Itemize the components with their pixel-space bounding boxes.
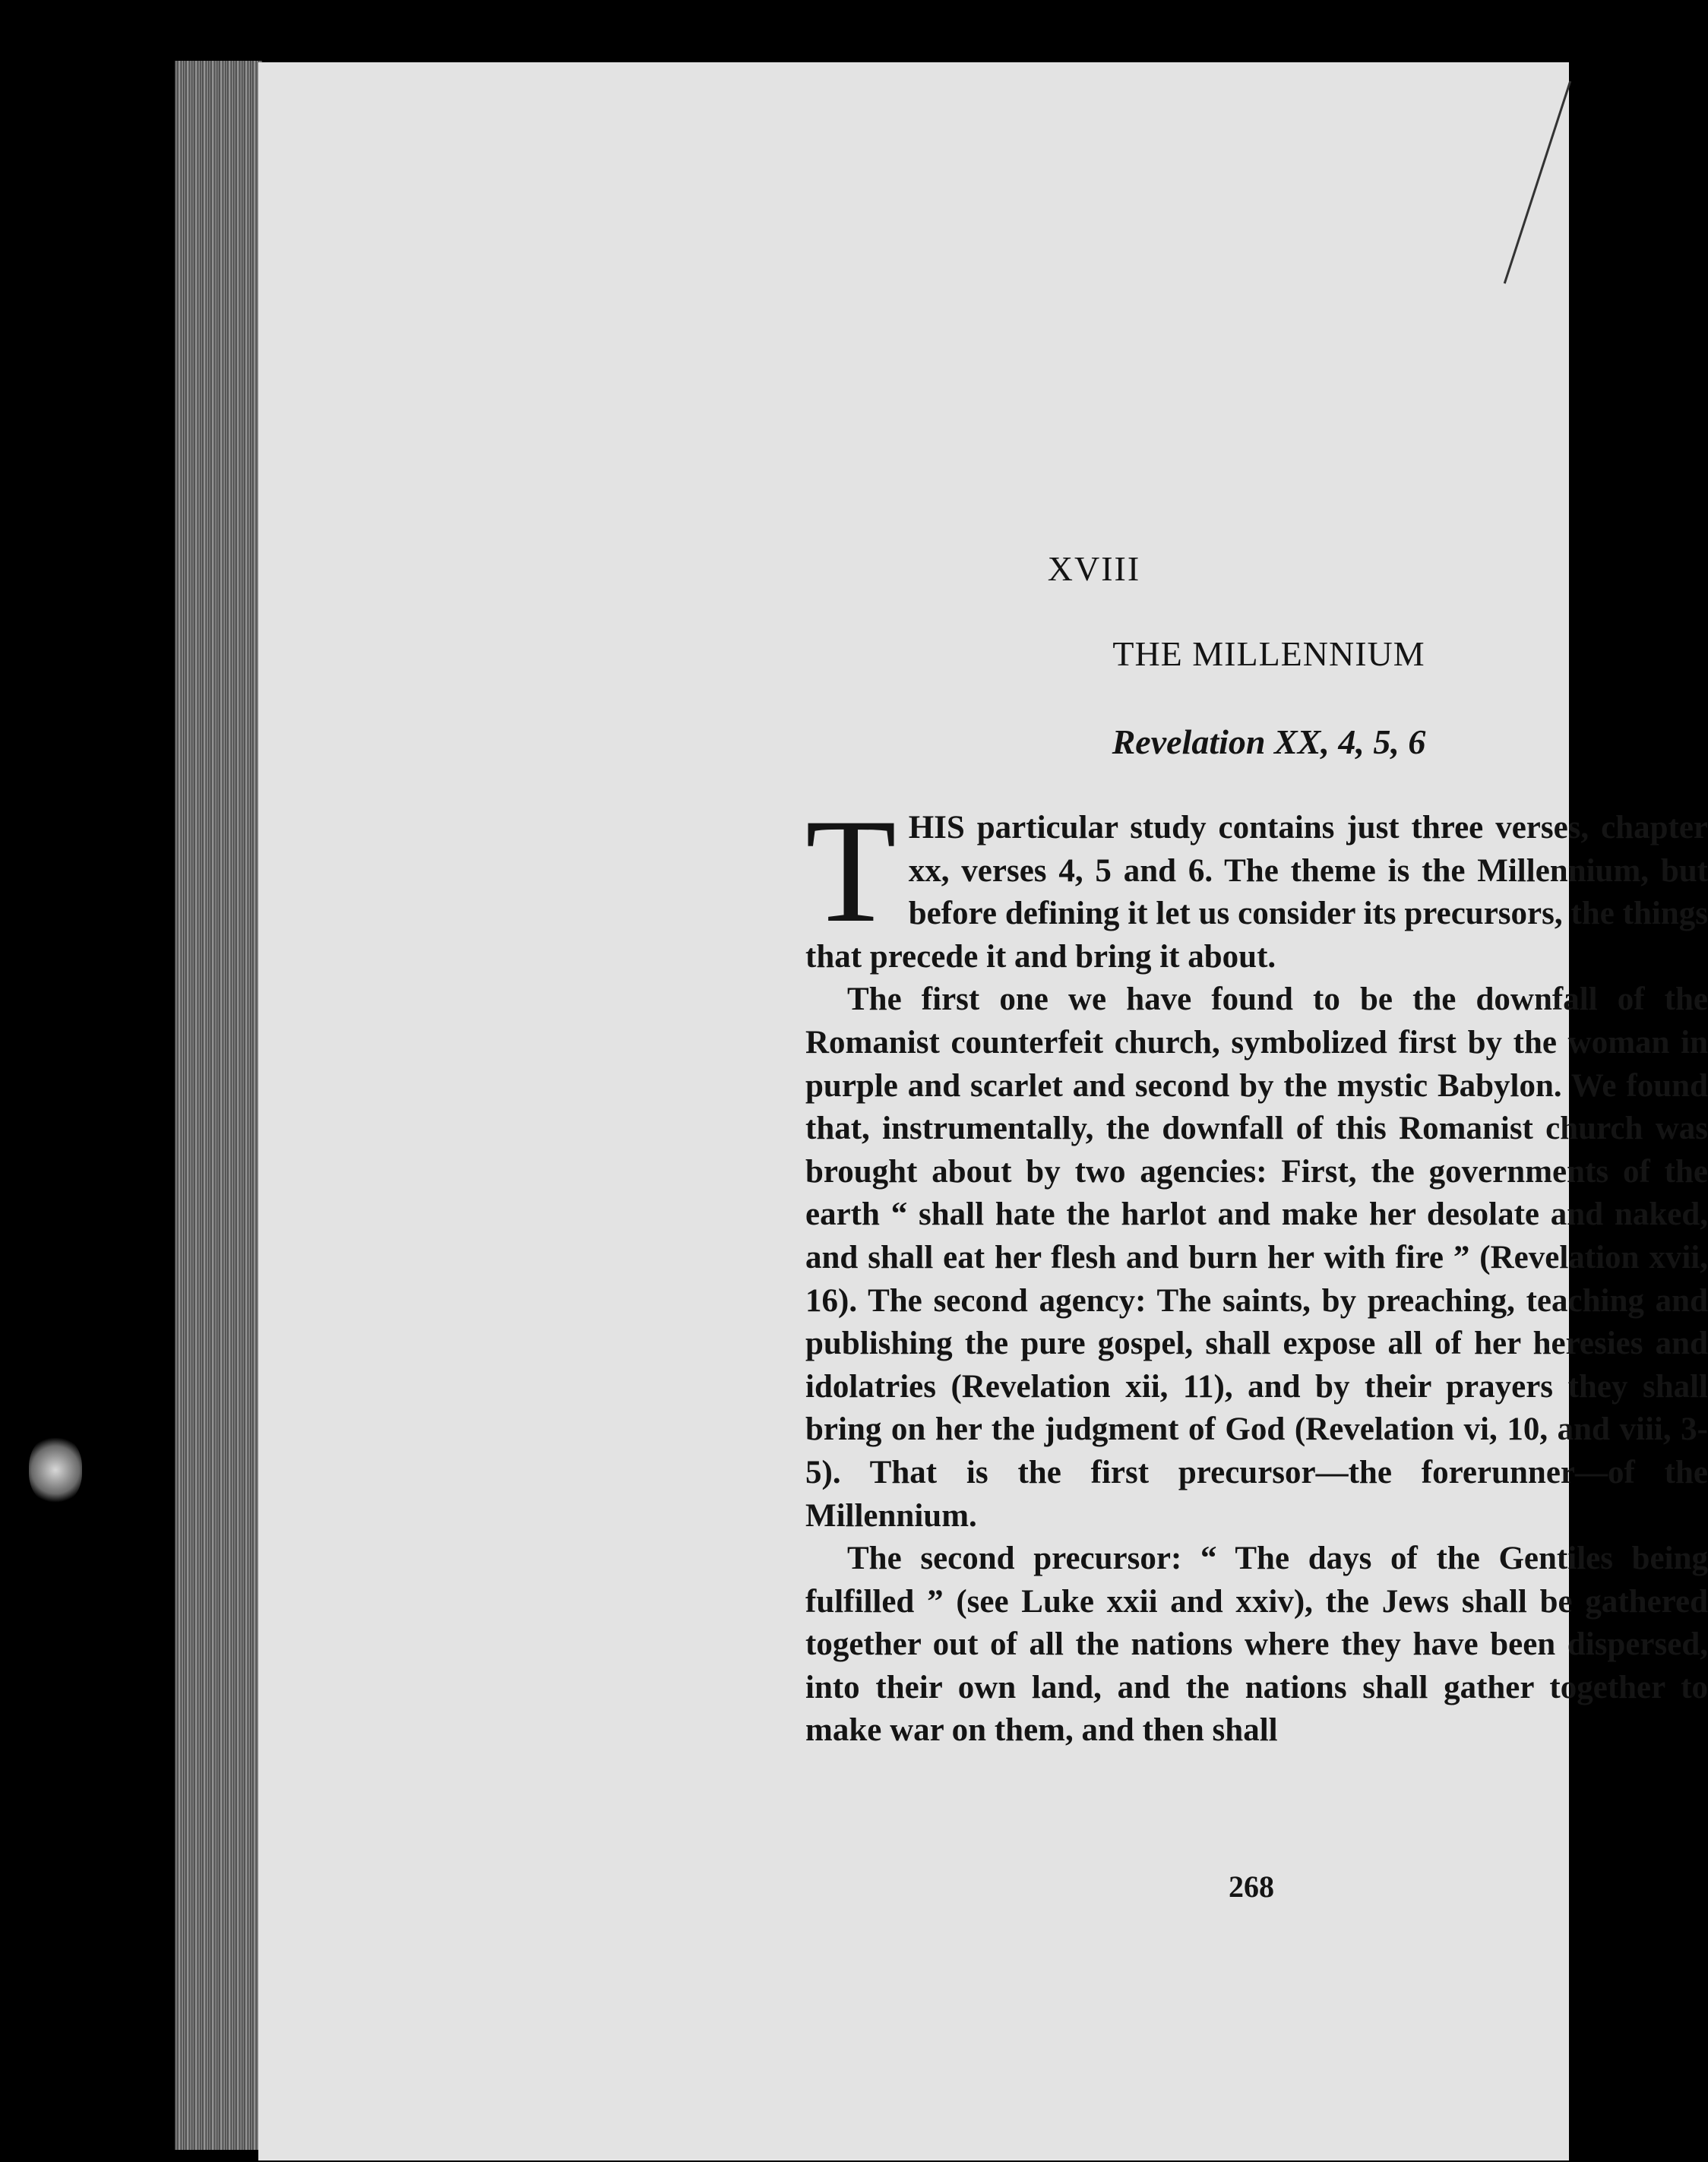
chapter-reference: Revelation XX, 4, 5, 6 [1112, 722, 1426, 761]
paragraph-3: The second precursor: “ The days of the Gentiles being fulfilled ” (see Luke xxii and xxiv), the Jews shall be gathered together out of all the nations where they have been dispersed, into their own land, and the nations shall gather together to make war on them, and then shall [805, 1541, 1708, 1749]
book-page [258, 62, 1708, 2160]
body-text [805, 789, 1708, 1753]
drop-cap: T [805, 789, 897, 953]
page-content [258, 62, 1708, 2160]
paragraph-2: The first one we have found to be the downfall of the Romanist counterfeit church, symbolized first by the woman in purple and scarlet and second by the mystic Babylon. We found that, instrumentally, the downfall of this Romanist church was brought about by two agencies: First, the governments of the earth “ shall hate the harlot and make her desolate and naked, and shall eat her flesh and burn her with fire ” (Revelation xvii, 16). The second agency: The saints, by preaching, teaching and publishing the pure gospel, shall expose all of her heresies and idolatries (Revelation xii, 11), and by their prayers they shall bring on her the judgment of God (Revelation vi, 10, and viii, 3-5). That is the first precursor—the forerunner—of the Millennium. [805, 981, 1708, 1534]
chapter-number: XVIII [1047, 549, 1141, 588]
paragraph-1-text: HIS particular study contains just three verses, chapter xx, verses 4, 5 and 6. The theme is the Millennium, but before defining it let us consider its precursors, the things that precede it and bring it about. [805, 810, 1708, 975]
scan-stain [29, 1436, 82, 1504]
paragraph-1 [805, 789, 1708, 978]
page-edges [175, 61, 262, 2150]
page-number: 268 [1229, 1870, 1274, 1904]
chapter-title: THE MILLENNIUM [1112, 634, 1425, 673]
